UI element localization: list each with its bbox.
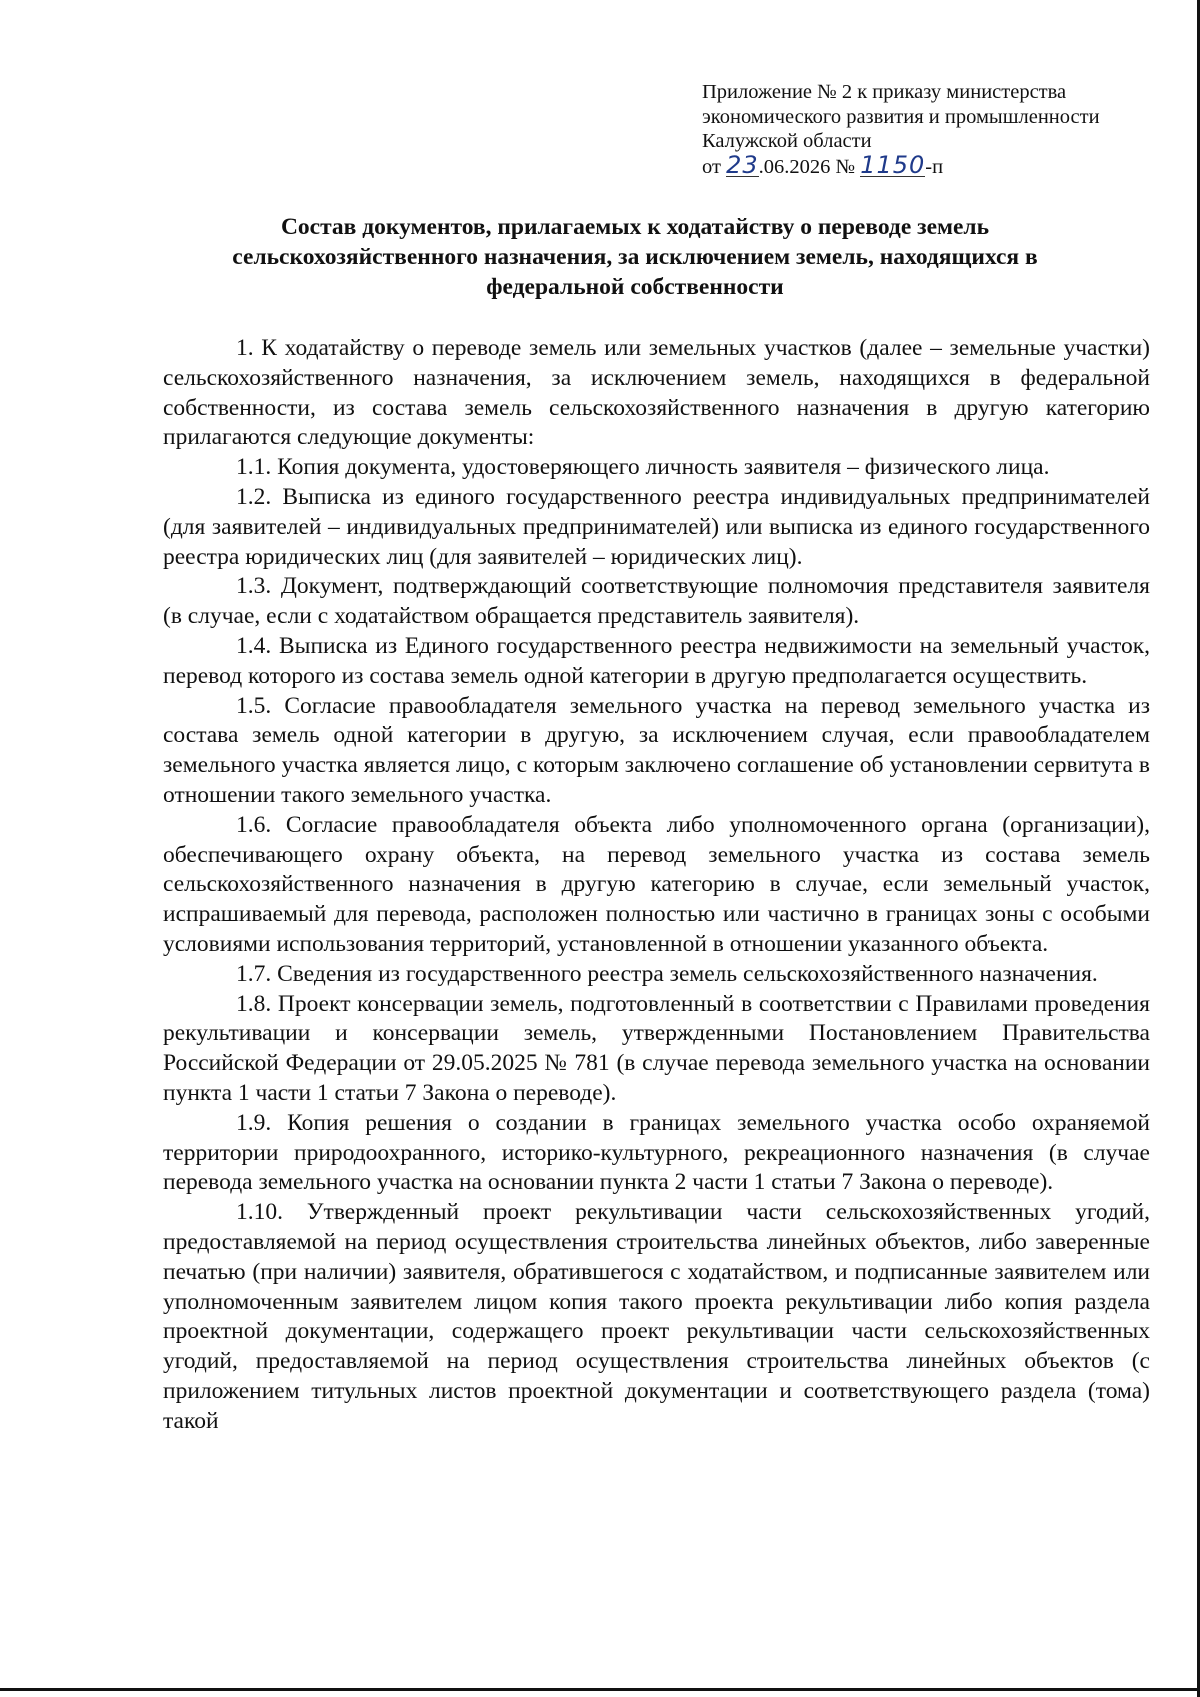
appendix-reference — [702, 80, 1162, 179]
title-line-3: федеральной собственности — [486, 274, 784, 300]
appendix-line-1: Приложение № 2 к приказу министерства — [702, 81, 1067, 103]
order-suffix: -п — [925, 155, 944, 178]
appendix-date-line — [702, 150, 1162, 180]
paragraph-1-10: 1.10. Утвержденный проект рекультивации части сельскохозяйственных угодий, предоставляемой на период осуществления строительства линейных объектов, либо заверенные печатью (при наличии) заявителя, обратившегося с ходатайством, и подписанные заявителем или уполномоченным заявителем лицом копия такого проекта рекультивации либо копия раздела проектной документации, содержащего проект рекультивации части сельскохозяйственных угодий, предоставляемой на период осуществления строительства линейных объектов (с приложением титульных листов проектной документации и соответствующего раздела (тома) такой — [163, 1199, 1150, 1434]
handwritten-day: 23 — [726, 150, 759, 179]
paragraph-1-9: 1.9. Копия решения о создании в границах земельного участка особо охраняемой территории природоохранного, историко-культурного, рекреационного назначения (в случае перевода земельного участка на основании пункта 2 части 1 статьи 7 Закона о переводе). — [163, 1109, 1150, 1196]
paragraph-1-1: 1.1. Копия документа, удостоверяющего личность заявителя – физического лица. — [236, 454, 1050, 481]
paragraph-1-8: 1.8. Проект консервации земель, подготовленный в соответствии с Правилами проведения рекультивации и консервации земель, утвержденными Постановлением Правительства Российской Федерации от 29.05.2025 № 781 (в случае перевода земельного участка на основании пункта 1 части 1 статьи 7 Закона о переводе). — [163, 990, 1150, 1106]
date-prefix: от — [702, 155, 727, 178]
appendix-line-3: Калужской области — [702, 130, 872, 152]
document-title — [170, 212, 1100, 302]
date-rest: .06.2026 № — [758, 155, 861, 178]
paragraph-1-5: 1.5. Согласие правообладателя земельного участка на перевод земельного участка из состава земель одной категории в другую, за исключением случая, если правообладателем земельного участка является лицо, с которым заключено соглашение об установлении сервитута в отношении такого земельного участка. — [163, 692, 1150, 808]
title-line-2: сельскохозяйственного назначения, за исключением земель, находящихся в — [232, 244, 1038, 270]
paragraph-1-7: 1.7. Сведения из государственного реестра земель сельскохозяйственного назначения. — [236, 960, 1098, 987]
appendix-line-2: экономического развития и промышленности — [702, 105, 1100, 128]
paragraph-1: 1. К ходатайству о переводе земель или земельных участков (далее – земельные участки) сельскохозяйственного назначения, за исключением земель, находящихся в федеральной собственности, из состава земель сельскохозяйственного назначения в другую категорию прилагаются следующие документы: — [163, 335, 1150, 451]
scan-edge-bottom — [0, 1688, 1200, 1691]
paragraph-1-4: 1.4. Выписка из Единого государственного реестра недвижимости на земельный участок, перевод которого из состава земель одной категории в другую предполагается осуществить. — [163, 632, 1150, 689]
paragraph-1-3: 1.3. Документ, подтверждающий соответствующие полномочия представителя заявителя (в случае, если с ходатайством обращается представитель заявителя). — [163, 573, 1150, 630]
handwritten-order-number: 1150 — [860, 150, 926, 179]
title-line-1: Состав документов, прилагаемых к ходатайству о переводе земель — [280, 214, 990, 240]
paragraph-1-6: 1.6. Согласие правообладателя объекта либо уполномоченного органа (организации), обеспечивающего охрану объекта, на перевод земельного участка из состава земель сельскохозяйственного назначения в другую категорию в случае, если земельный участок, испрашиваемый для перевода, расположен полностью или частично в границах зоны с особыми условиями использования территорий, установленной в отношении указанного объекта. — [163, 811, 1150, 957]
document-body — [163, 334, 1150, 1436]
paragraph-1-2: 1.2. Выписка из единого государственного реестра индивидуальных предпринимателей (для заявителей – индивидуальных предпринимателей) или выписка из единого государственного реестра юридических лиц (для заявителей – юридических лиц). — [163, 483, 1150, 570]
